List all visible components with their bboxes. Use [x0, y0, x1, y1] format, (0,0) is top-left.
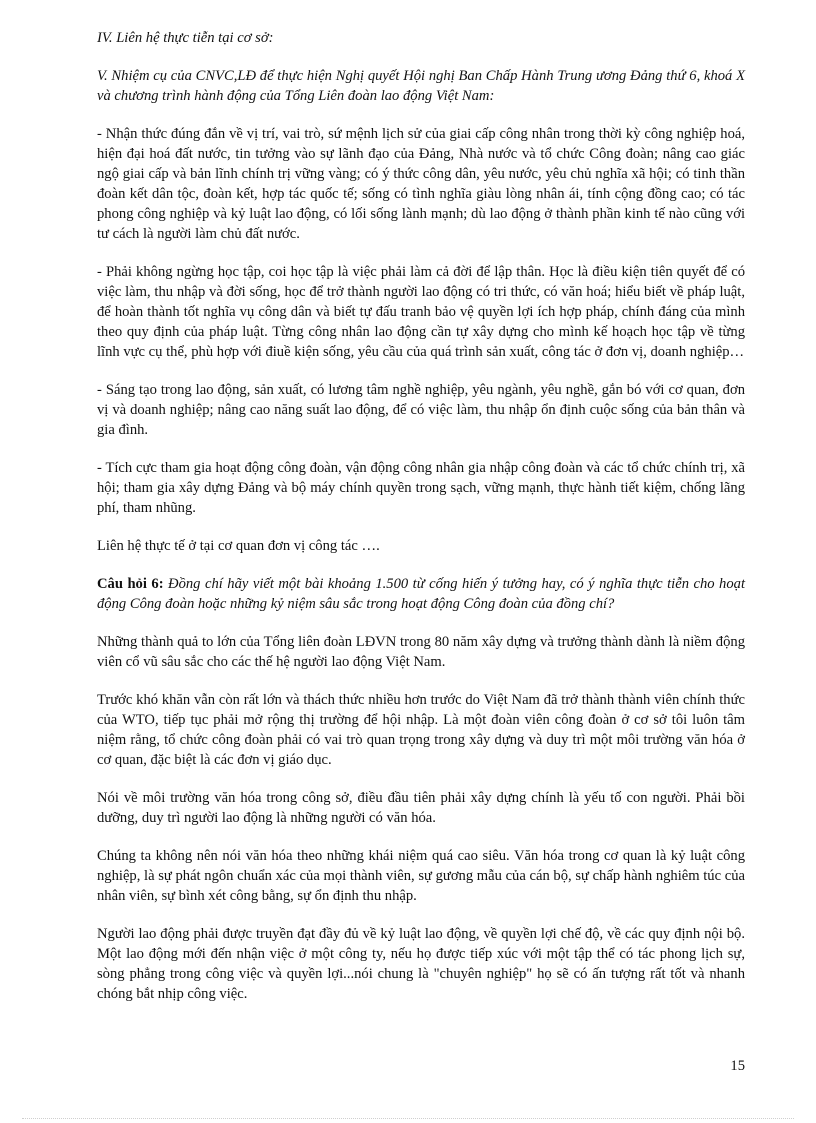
heading-section-v: V. Nhiệm cụ của CNVC,LĐ để thực hiện Nghị quyết Hội nghị Ban Chấp Hành Trung ương Đảng thứ 6, khoá X và chương trình hành động của Tổng Liên đoàn lao động Việt Nam:: [97, 68, 745, 104]
question-6: [97, 574, 745, 614]
document-page: [97, 28, 745, 1022]
heading-section-iv: IV. Liên hệ thực tiễn tại cơ sở:: [97, 30, 274, 46]
question-text: Đồng chí hãy viết một bài khoảng 1.500 từ cống hiến ý tưởng hay, có ý nghĩa thực tiễn cho hoạt động Công đoàn hoặc những kỷ niệm sâu sắc trong hoạt động Công đoàn của đồng chí?: [97, 576, 746, 612]
paragraph: - Tích cực tham gia hoạt động công đoàn, vận động công nhân gia nhập công đoàn và các tổ chức chính trị, xã hội; tham gia xây dựng Đảng và bộ máy chính quyền trong sạch, vững mạnh, thực hành tiết kiệm, chống lãng phí, tham nhũng.: [97, 460, 745, 516]
paragraph: - Sáng tạo trong lao động, sản xuất, có lương tâm nghề nghiệp, yêu ngành, yêu nghề, gắn bó với cơ quan, đơn vị và doanh nghiệp; nâng cao năng suất lao động, để có việc làm, thu nhập ổn định cuộc sống của bản thân và gia đình.: [97, 382, 745, 438]
paragraph: Chúng ta không nên nói văn hóa theo những khái niệm quá cao siêu. Văn hóa trong cơ quan là kỷ luật công nghiệp, là sự phát ngôn chuẩn xác của mọi thành viên, sự gương mẫu của cán bộ, sự chấp hành nghiêm túc của nhân viên, sự bình xét công bằng, sự ổn định thu nhập.: [97, 848, 745, 904]
paragraph: - Nhận thức đúng đắn về vị trí, vai trò, sứ mệnh lịch sử của giai cấp công nhân trong thời kỳ công nghiệp hoá, hiện đại hoá đất nước, tin tưởng vào sự lãnh đạo của Đảng, Nhà nước và tổ chức Công đoàn; nâng cao giác ngộ giai cấp và bản lĩnh chính trị vững vàng; có ý thức công dân, yêu nước, yêu chủ nghĩa xã hội; có tinh thần đoàn kết dân tộc, đoàn kết, hợp tác quốc tế; sống có tình nghĩa giàu lòng nhân ái, tính cộng đồng cao; có tác phong công nghiệp và kỷ luật lao động, có lối sống lành mạnh; dù lao động ở thành phần kinh tế nào cũng với tư cách là người làm chủ đất nước.: [97, 126, 745, 242]
paragraph: Trước khó khăn vẫn còn rất lớn và thách thức nhiều hơn trước do Việt Nam đã trở thành thành viên chính thức của WTO, tiếp tục phải mở rộng thị trường để hội nhập. Là một đoàn viên công đoàn ở cơ sở tôi luôn tâm niệm rằng, tổ chức công đoàn phải có vai trò quan trọng trong xây dựng và duy trì một môi trường văn hóa ở cơ quan, đặc biệt là các đơn vị giáo dục.: [97, 692, 745, 768]
paragraph: Nói về môi trường văn hóa trong công sở, điều đầu tiên phải xây dựng chính là yếu tố con người. Phải bồi dưỡng, duy trì người lao động là những người có văn hóa.: [97, 790, 745, 826]
paragraph: Liên hệ thực tế ở tại cơ quan đơn vị công tác ….: [97, 538, 380, 554]
page-number: 15: [730, 1058, 745, 1074]
footer-divider: [22, 1118, 794, 1119]
question-label: Câu hỏi 6:: [97, 576, 164, 592]
paragraph: Người lao động phải được truyền đạt đầy đủ về kỷ luật lao động, về quyền lợi chế độ, về các quy định nội bộ. Một lao động mới đến nhận việc ở một công ty, nếu họ được tiếp xúc với một tập thể có tác phong lịch sự, sòng phẳng trong công việc và quyền lợi...nói chung là "chuyên nghiệp" họ sẽ có ấn tượng rất tốt và nhanh chóng bắt nhịp công việc.: [97, 926, 745, 1002]
paragraph: Những thành quả to lớn của Tổng liên đoàn LĐVN trong 80 năm xây dựng và trưởng thành dành là niềm động viên cổ vũ sâu sắc cho các thế hệ người lao động Việt Nam.: [97, 634, 745, 670]
paragraph: - Phải không ngừng học tập, coi học tập là việc phải làm cả đời để lập thân. Học là điều kiện tiên quyết để có việc làm, thu nhập và đời sống, học để trở thành người lao động có tri thức, có văn hoá; hiểu biết về pháp luật, để hoàn thành tốt nghĩa vụ công dân và biết tự đấu tranh bảo vệ quyền lợi ích hợp pháp, chính đáng của mình theo quy định của pháp luật. Từng công nhân lao động cần tự xây dựng cho mình kế hoạch học tập về từng lĩnh vực cụ thể, phù hợp với điuề kiện sống, yêu cầu của quá trình sản xuất, công tác ở đơn vị, doanh nghiệp…: [97, 264, 745, 360]
